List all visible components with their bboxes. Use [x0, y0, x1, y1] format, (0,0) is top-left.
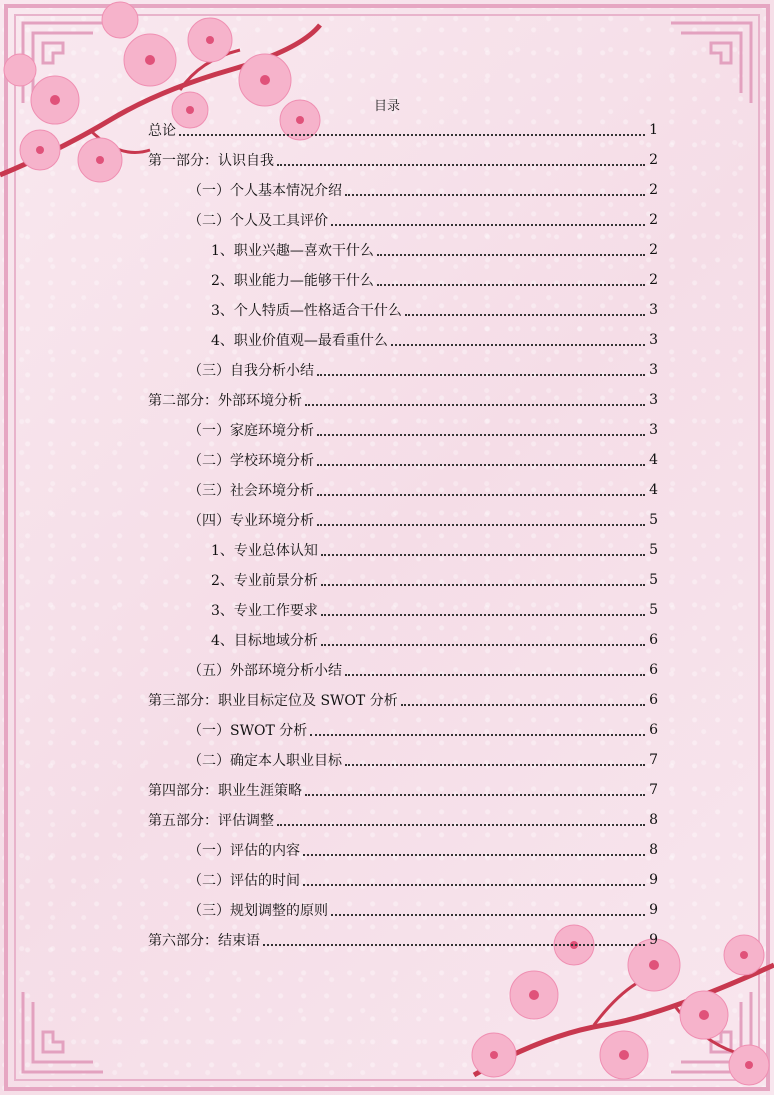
toc-title: 目录 — [373, 99, 400, 114]
toc-entry[interactable] — [148, 655, 658, 685]
toc-entry[interactable] — [148, 745, 658, 775]
toc-entry-label: （二）个人及工具评价 — [188, 213, 328, 229]
toc-page-number: 2 — [649, 212, 658, 228]
toc-entry-label: （四）专业环境分析 — [188, 513, 314, 529]
dot-leader — [321, 630, 645, 646]
toc-page-number: 4 — [649, 482, 658, 498]
toc-entry-label: 第一部分：认识自我 — [148, 153, 274, 169]
dot-leader — [277, 150, 645, 166]
toc-entry[interactable] — [148, 265, 658, 295]
dot-leader — [310, 720, 645, 736]
toc-entry[interactable] — [148, 625, 658, 655]
toc-entry-label: 1、职业兴趣—喜欢干什么 — [211, 243, 374, 259]
toc-entry-label: 3、个人特质—性格适合干什么 — [211, 303, 402, 319]
dot-leader — [331, 210, 645, 226]
toc-page-number: 5 — [649, 602, 658, 618]
dot-leader — [303, 840, 645, 856]
toc-page-number: 3 — [649, 392, 658, 408]
toc-entry[interactable] — [148, 115, 658, 145]
toc-page-number: 5 — [649, 542, 658, 558]
toc-entry[interactable] — [148, 385, 658, 415]
dot-leader — [317, 360, 645, 376]
toc-entry-label: （二）学校环境分析 — [188, 453, 314, 469]
toc-page-number: 2 — [649, 242, 658, 258]
toc-page-number: 4 — [649, 452, 658, 468]
toc-entry-label: 3、专业工作要求 — [211, 603, 318, 619]
toc-entry[interactable] — [148, 925, 658, 955]
toc-entry[interactable] — [148, 685, 658, 715]
toc-page-number: 9 — [649, 902, 658, 918]
toc-entry-label: 总论 — [148, 123, 176, 139]
dot-leader — [377, 240, 645, 256]
toc-page-number: 7 — [649, 782, 658, 798]
toc-entry-label: 1、专业总体认知 — [211, 543, 318, 559]
dot-leader — [317, 510, 645, 526]
toc-entry[interactable] — [148, 565, 658, 595]
toc-entry[interactable] — [148, 475, 658, 505]
corner-ornament-bottom-left — [18, 987, 108, 1077]
toc-page-number: 6 — [649, 692, 658, 708]
dot-leader — [303, 870, 645, 886]
toc-entry-label: 4、目标地域分析 — [211, 633, 318, 649]
toc-entry-label: 第五部分：评估调整 — [148, 813, 274, 829]
toc-entry[interactable] — [148, 535, 658, 565]
dot-leader — [321, 540, 645, 556]
dot-leader — [331, 900, 645, 916]
dot-leader — [317, 420, 645, 436]
toc-entry-label: （三）规划调整的原则 — [188, 903, 328, 919]
toc-entry-label: （三）社会环境分析 — [188, 483, 314, 499]
toc-page-number: 5 — [649, 512, 658, 528]
toc-entry[interactable] — [148, 325, 658, 355]
dot-leader — [391, 330, 645, 346]
toc-entry-label: （一）评估的内容 — [188, 843, 300, 859]
toc-page-number: 7 — [649, 752, 658, 768]
toc-entry[interactable] — [148, 595, 658, 625]
dot-leader — [179, 120, 645, 136]
dot-leader — [305, 390, 645, 406]
toc-entry[interactable] — [148, 775, 658, 805]
dot-leader — [345, 660, 645, 676]
toc-entry[interactable] — [148, 235, 658, 265]
toc-page-number: 9 — [649, 932, 658, 948]
toc-entry[interactable] — [148, 895, 658, 925]
toc-page-number: 3 — [649, 302, 658, 318]
toc-page-number: 3 — [649, 332, 658, 348]
toc-entry-label: 第三部分：职业目标定位及 SWOT 分析 — [148, 693, 398, 709]
toc-entry-label: 2、专业前景分析 — [211, 573, 318, 589]
dot-leader — [401, 690, 645, 706]
toc-entry[interactable] — [148, 505, 658, 535]
toc-page-number: 3 — [649, 422, 658, 438]
dot-leader — [345, 750, 645, 766]
toc-entry[interactable] — [148, 175, 658, 205]
toc-entry-label: 第四部分：职业生涯策略 — [148, 783, 302, 799]
toc-entry[interactable] — [148, 145, 658, 175]
dot-leader — [405, 300, 645, 316]
dot-leader — [263, 930, 645, 946]
toc-page-number: 2 — [649, 152, 658, 168]
toc-entry[interactable] — [148, 835, 658, 865]
dot-leader — [317, 480, 645, 496]
toc-entry[interactable] — [148, 715, 658, 745]
toc-page-number: 6 — [649, 722, 658, 738]
toc-entry-label: （二）确定本人职业目标 — [188, 753, 342, 769]
toc-page-number: 8 — [649, 812, 658, 828]
toc-page-number: 9 — [649, 872, 658, 888]
toc-entry[interactable] — [148, 445, 658, 475]
dot-leader — [377, 270, 645, 286]
toc-entry[interactable] — [148, 865, 658, 895]
toc-entry-label: （二）评估的时间 — [188, 873, 300, 889]
toc-page-number: 1 — [649, 122, 658, 138]
toc-entry-label: 第二部分：外部环境分析 — [148, 393, 302, 409]
toc-page-number: 6 — [649, 632, 658, 648]
toc-entry-label: （一）SWOT 分析 — [188, 723, 308, 739]
dot-leader — [317, 450, 645, 466]
dot-leader — [277, 810, 645, 826]
toc-entry-label: （五）外部环境分析小结 — [188, 663, 342, 679]
toc-entry-label: 第六部分：结束语 — [148, 933, 260, 949]
toc-page-number: 2 — [649, 182, 658, 198]
toc-page-number: 6 — [649, 662, 658, 678]
toc-entry-label: （一）个人基本情况介绍 — [188, 183, 342, 199]
toc-page-number: 8 — [649, 842, 658, 858]
toc-entry[interactable] — [148, 415, 658, 445]
toc-entry[interactable] — [148, 205, 658, 235]
toc-entry-label: （一）家庭环境分析 — [188, 423, 314, 439]
toc-page-number: 3 — [649, 362, 658, 378]
toc-entry[interactable] — [148, 295, 658, 325]
toc-entry-label: 2、职业能力—能够干什么 — [211, 273, 374, 289]
toc-entry-label: 4、职业价值观—最看重什么 — [211, 333, 388, 349]
toc-entry[interactable] — [148, 805, 658, 835]
table-of-contents — [148, 115, 658, 955]
dot-leader — [321, 600, 645, 616]
toc-entry[interactable] — [148, 355, 658, 385]
toc-page-number: 5 — [649, 572, 658, 588]
dot-leader — [321, 570, 645, 586]
dot-leader — [345, 180, 645, 196]
toc-entry-label: （三）自我分析小结 — [188, 363, 314, 379]
toc-page-number: 2 — [649, 272, 658, 288]
dot-leader — [305, 780, 645, 796]
